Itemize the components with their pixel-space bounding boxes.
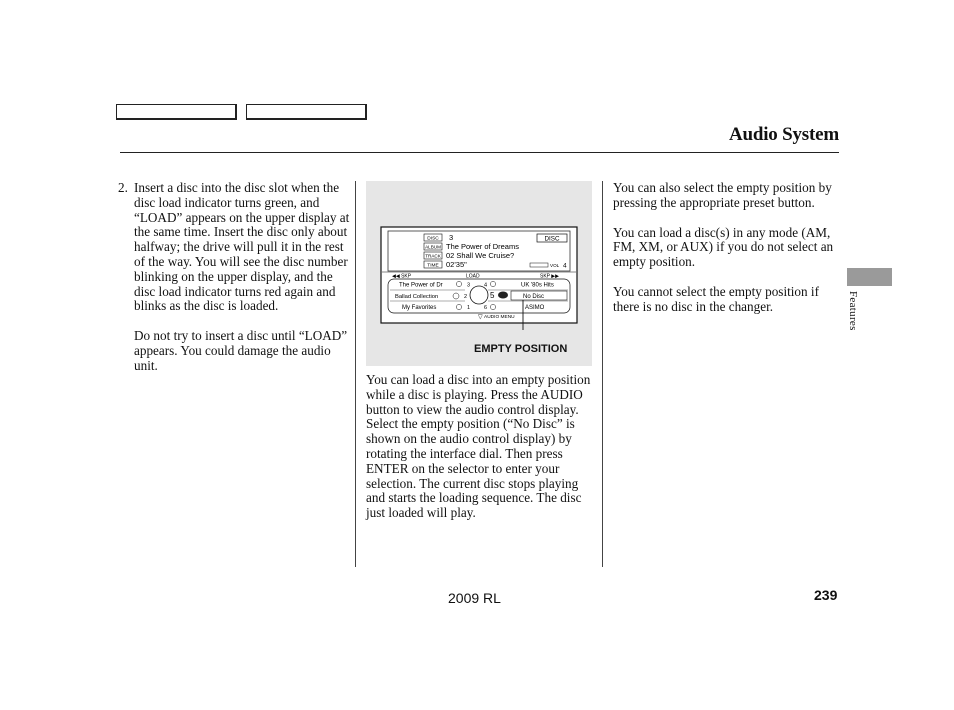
volume-value: 4 [563, 262, 567, 270]
disc-slot-3-icon [456, 281, 461, 286]
nav-box-left[interactable] [116, 104, 237, 120]
audio-display-illustration [380, 226, 580, 331]
left-item-1: The Power of Dr [399, 282, 443, 289]
right-number-3: 6 [484, 305, 488, 311]
column-3-paragraph-2: You can load a disc(s) in any mode (AM, FM, XM, or AUX) if you do not select an empty position. [613, 224, 834, 270]
disc-tag: DISC [427, 236, 439, 242]
right-number-1: 4 [484, 282, 488, 289]
interface-dial-icon [470, 286, 488, 304]
column-divider-1 [355, 181, 356, 567]
disc-value: 3 [449, 233, 454, 242]
left-number-2: 2 [464, 294, 468, 300]
skip-right-label: SKP ▶▶ [540, 273, 559, 280]
nav-box-right[interactable] [246, 104, 367, 120]
column-3-paragraph-1: You can also select the empty position by pressing the appropriate preset button. [613, 180, 832, 210]
album-tag: ALBUM [425, 244, 441, 250]
figure-caption: EMPTY POSITION [474, 343, 568, 355]
warning-paragraph: Do not try to insert a disc until “LOAD” appears. You could damage the audio unit. [134, 328, 348, 373]
step-paragraph: Insert a disc into the disc slot when the disc load indicator turns green, and “LOAD” appears on the upper display at the same time. Insert the disc only about halfway; the drive will pull it in the rest of the way. You will see the disc number blinking on the upper display, and the disc load indicator turns red again and blinks as the disc is loaded. [134, 180, 350, 314]
track-value: 02 Shall We Cruise? [446, 251, 515, 260]
disc-slot-6-icon [490, 304, 495, 309]
column-3-paragraph-3: You cannot select the empty position if there is no disc in the changer. [613, 283, 819, 314]
skip-left-label: ◀◀ SKP [392, 273, 412, 280]
section-tab-label: Features [847, 291, 859, 331]
disc-slot-2-icon [453, 293, 459, 299]
numbered-step [118, 181, 350, 314]
disc-badge: DISC [544, 235, 560, 243]
column-divider-2 [602, 181, 603, 567]
column-1 [118, 181, 350, 374]
left-number-1: 3 [467, 282, 471, 289]
audio-menu-label: AUDIO MENU [484, 315, 515, 320]
audio-menu-arrow-icon: ▽ [478, 314, 483, 321]
column-2-paragraph: You can load a disc into an empty position while a disc is playing. Press the AUDIO button to view the audio control display. Select the empty position (“No Disc” is shown on the audio control display) by rotating the interface dial. Then press ENTER on the selector to enter your selection. The current disc stops playing and starts the loading sequence. The disc just loaded will play. [366, 372, 591, 521]
column-3 [613, 181, 841, 330]
volume-label: VOL [550, 263, 560, 268]
title-divider [120, 152, 839, 153]
right-item-3: ASIMO [525, 305, 545, 311]
right-item-2: No Disc [523, 293, 545, 300]
step-number: 2. [118, 180, 128, 195]
footer-model: 2009 RL [448, 590, 501, 606]
left-item-2: Ballad Collection [395, 294, 439, 300]
selected-slot-icon [498, 292, 508, 299]
disc-slot-1-icon [456, 304, 461, 309]
right-item-1: UK '80s Hits [521, 282, 554, 289]
page-title: Audio System [728, 124, 839, 145]
section-tab[interactable] [847, 268, 892, 286]
page-number: 239 [814, 587, 838, 603]
left-number-3: 1 [467, 305, 471, 311]
track-tag: TRACK [425, 253, 441, 259]
album-value: The Power of Dreams [446, 242, 519, 251]
time-tag: TIME [427, 263, 439, 269]
left-item-3: My Favorites [402, 305, 437, 311]
volume-bar [530, 263, 548, 267]
center-number: 5 [490, 291, 495, 300]
time-value: 02'35" [446, 260, 467, 269]
disc-slot-4-icon [490, 281, 495, 286]
load-label: LOAD [466, 273, 480, 280]
